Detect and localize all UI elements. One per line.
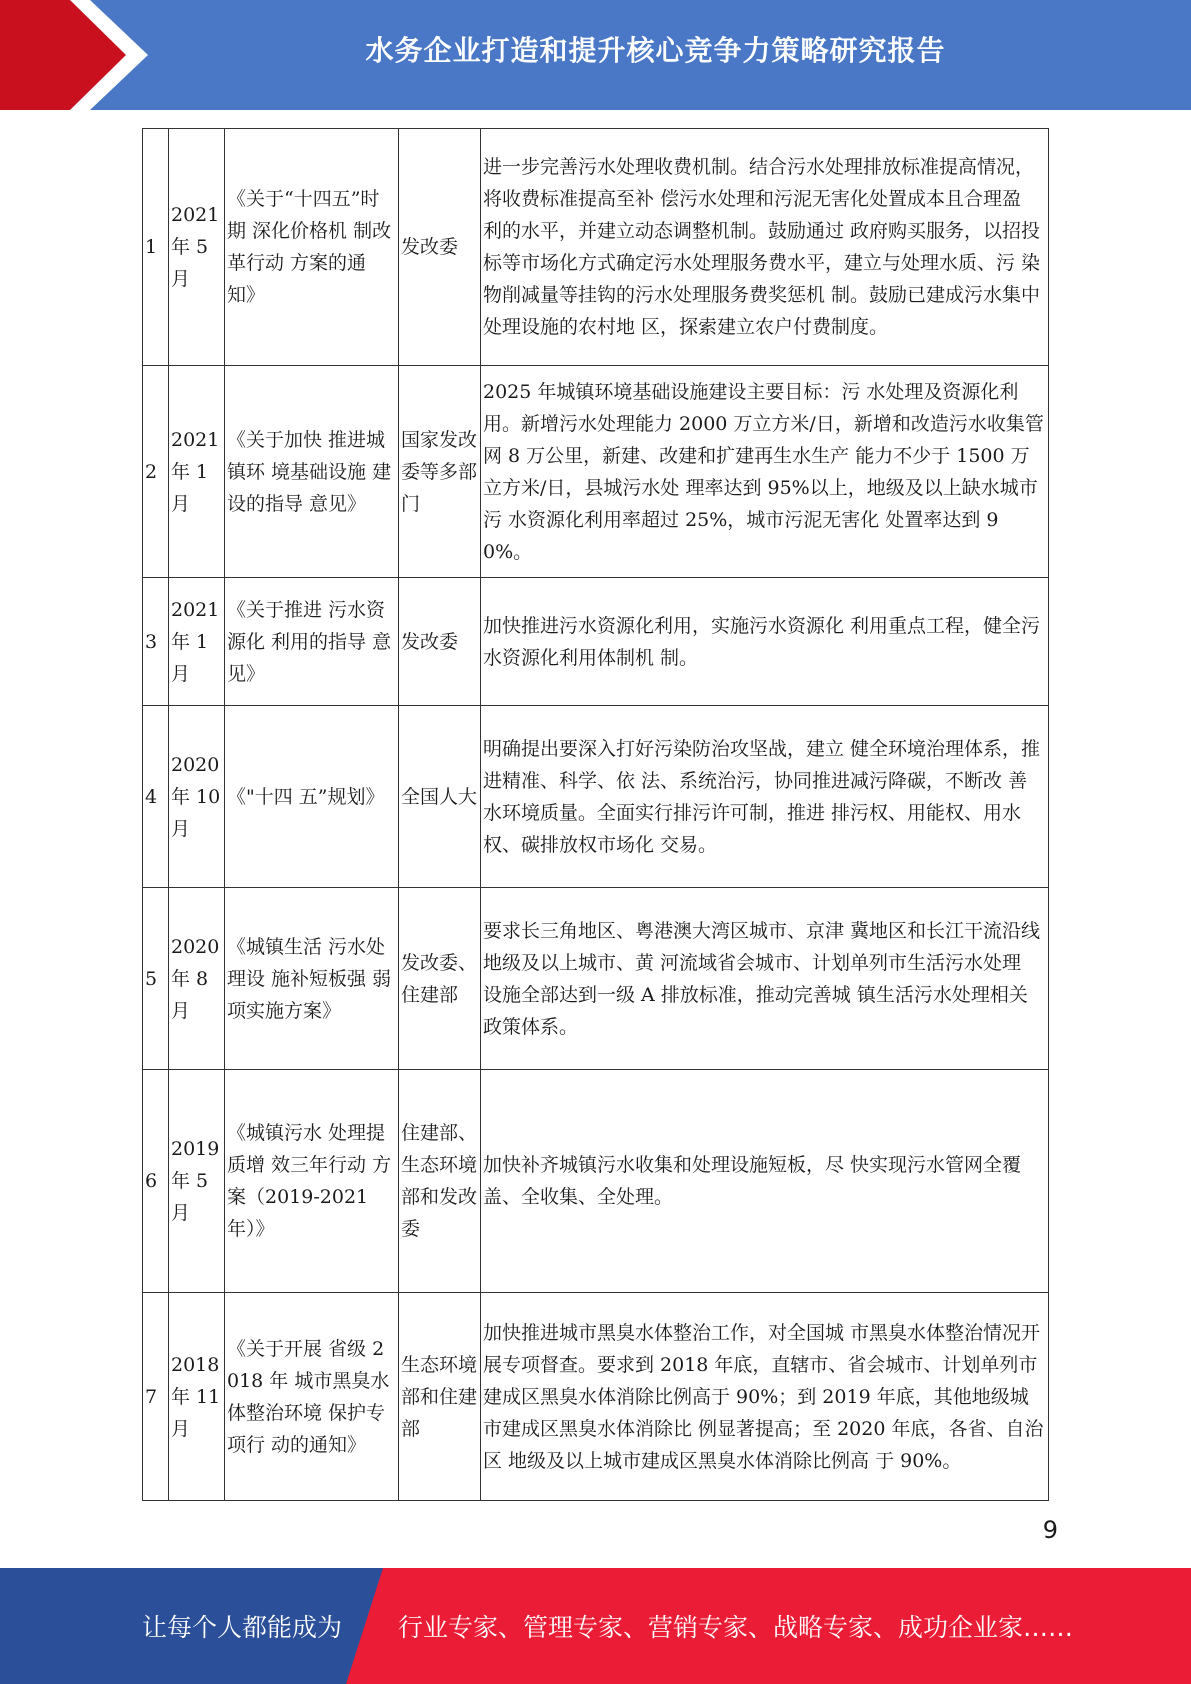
table-row bbox=[143, 129, 1049, 366]
page-footer bbox=[0, 1568, 1191, 1684]
row-policy-title: 《关于开展 省级 2018 年 城市黑臭水 体整治环境 保护专项行 动的通知》 bbox=[225, 1293, 399, 1501]
report-title: 水务企业打造和提升核心竞争力策略研究报告 bbox=[365, 34, 946, 67]
row-department: 生态环境 部和住建 部 bbox=[399, 1293, 481, 1501]
row-policy-title: 《关于加快 推进城镇环 境基础设施 建设的指导 意见》 bbox=[225, 366, 399, 578]
row-content: 要求长三角地区、粤港澳大湾区城市、京津 冀地区和长江干流沿线地级及以上城市、黄 河流域省会城市、计划单列市生活污水处理 设施全部达到一级 A 排放标准，推动完善城 镇生活污水处理相关政策体系。 bbox=[481, 888, 1049, 1070]
row-number: 2 bbox=[143, 366, 169, 578]
row-policy-title: 《关于“十四五”时期 深化价格机 制改革行动 方案的通 知》 bbox=[225, 129, 399, 366]
footer-slogan-lead: 让每个人都能成为 bbox=[142, 1613, 343, 1642]
row-content: 加快推进污水资源化利用，实施污水资源化 利用重点工程，健全污水资源化利用体制机 制。 bbox=[481, 578, 1049, 706]
row-department: 国家发改 委等多部 门 bbox=[399, 366, 481, 578]
table-row bbox=[143, 578, 1049, 706]
row-department: 发改委 bbox=[399, 129, 481, 366]
footer-slogan-roles: 行业专家、管理专家、营销专家、战略专家、成功企业家…… bbox=[398, 1613, 1074, 1642]
row-department: 住建部、 生态环境部和发改委 bbox=[399, 1070, 481, 1293]
row-policy-title: 《城镇生活 污水处理设 施补短板强 弱项实施方案》 bbox=[225, 888, 399, 1070]
page-number: 9 bbox=[1042, 1516, 1058, 1544]
policy-table bbox=[142, 128, 1049, 1501]
row-date: 2021 年 1 月 bbox=[169, 366, 225, 578]
row-date: 2020 年 10 月 bbox=[169, 706, 225, 888]
row-policy-title: 《"十四 五”规划》 bbox=[225, 706, 399, 888]
row-date: 2019 年 5 月 bbox=[169, 1070, 225, 1293]
row-policy-title: 《关于推进 污水资源化 利用的指导 意见》 bbox=[225, 578, 399, 706]
row-department: 发改委、 住建部 bbox=[399, 888, 481, 1070]
row-department: 全国人大 bbox=[399, 706, 481, 888]
table-row bbox=[143, 1070, 1049, 1293]
table-row bbox=[143, 366, 1049, 578]
row-number: 6 bbox=[143, 1070, 169, 1293]
row-number: 3 bbox=[143, 578, 169, 706]
row-number: 1 bbox=[143, 129, 169, 366]
row-number: 5 bbox=[143, 888, 169, 1070]
row-content: 进一步完善污水处理收费机制。结合污水处理排放标准提高情况，将收费标准提高至补 偿污水处理和污泥无害化处置成本且合理盈 利的水平，并建立动态调整机制。鼓励通过 政府购买服务，以招投标等市场化方式确定污水处理服务费水平，建立与处理水质、污 染物削减量等挂钩的污水处理服务费奖惩机 制。鼓励已建成污水集中处理设施的农村地 区，探索建立农户付费制度。 bbox=[481, 129, 1049, 366]
table-row bbox=[143, 1293, 1049, 1501]
row-content: 2025 年城镇环境基础设施建设主要目标：污 水处理及资源化利用。新增污水处理能力 2000 万立方米/日，新增和改造污水收集管 网 8 万公里，新建、改建和扩建再生水生产 能力不少于 1500 万立方米/日，县城污水处 理率达到 95%以上，地级及以上缺水城市污 水资源化利用率超过 25%，城市污泥无害化 处置率达到 90%。 bbox=[481, 366, 1049, 578]
table-row bbox=[143, 888, 1049, 1070]
row-content: 加快推进城市黑臭水体整治工作，对全国城 市黑臭水体整治情况开展专项督查。要求到 2018 年底，直辖市、省会城市、计划单列市 建成区黑臭水体消除比例高于 90%；到 2019 年底，其他地级城市建成区黑臭水体消除比 例显著提高；至 2020 年底，各省、自治区 地级及以上城市建成区黑臭水体消除比例高 于 90%。 bbox=[481, 1293, 1049, 1501]
row-policy-title: 《城镇污水 处理提质增 效三年行动 方案（2019-2021 年）》 bbox=[225, 1070, 399, 1293]
row-department: 发改委 bbox=[399, 578, 481, 706]
page-header bbox=[0, 0, 1191, 110]
row-date: 2018 年 11 月 bbox=[169, 1293, 225, 1501]
row-number: 7 bbox=[143, 1293, 169, 1501]
row-date: 2021 年 5 月 bbox=[169, 129, 225, 366]
table-row bbox=[143, 706, 1049, 888]
row-number: 4 bbox=[143, 706, 169, 888]
row-content: 明确提出要深入打好污染防治攻坚战，建立 健全环境治理体系，推进精准、科学、依 法、系统治污，协同推进减污降碳，不断改 善水环境质量。全面实行排污许可制，推进 排污权、用能权、用水权、碳排放权市场化 交易。 bbox=[481, 706, 1049, 888]
row-content: 加快补齐城镇污水收集和处理设施短板，尽 快实现污水管网全覆盖、全收集、全处理。 bbox=[481, 1070, 1049, 1293]
header-chevron-decoration bbox=[0, 0, 160, 110]
row-date: 2020 年 8 月 bbox=[169, 888, 225, 1070]
row-date: 2021 年 1 月 bbox=[169, 578, 225, 706]
